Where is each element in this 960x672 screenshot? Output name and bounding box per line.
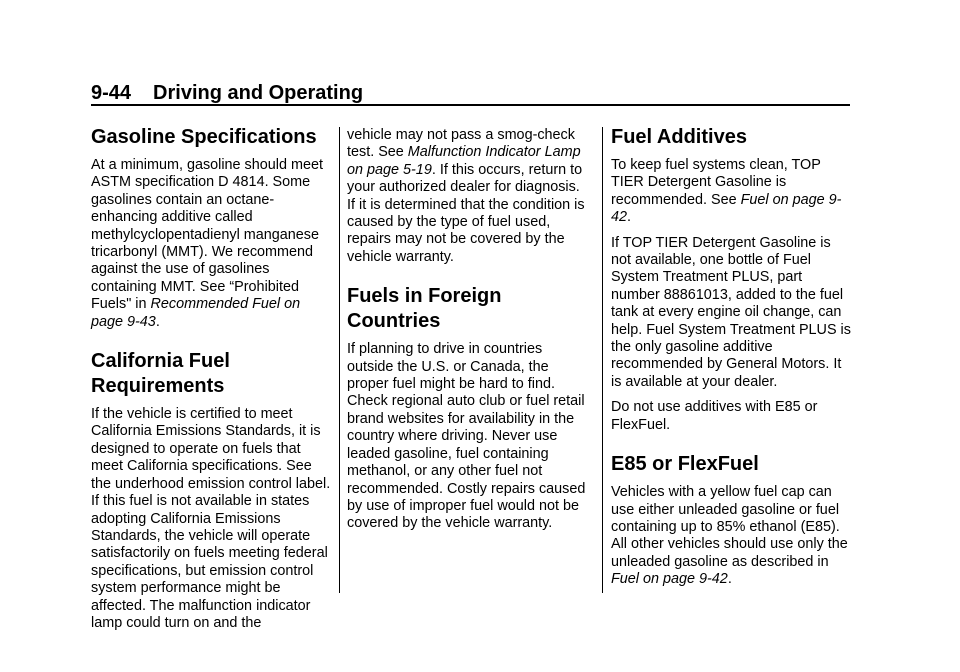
page-number: 9-44 [91,82,132,104]
heading-fuels-foreign-countries: Fuels in Foreign Countries [347,285,502,333]
link-fuel-page[interactable]: Fuel on page 9-42 [611,191,842,226]
paragraph-no-additives: Do not use additives with E85 or FlexFuel. [611,399,818,433]
link-recommended-fuel[interactable]: Recommended Fuel on page 9-43 [91,296,301,330]
column-3 [611,125,852,589]
heading-e85-flexfuel: E85 or FlexFuel [611,453,759,476]
header-rule [91,104,850,106]
heading-california-fuel: California Fuel Requirements [91,350,230,398]
paragraph-e85: Vehicles with a yellow fuel cap can use either unleaded gasoline or fuel containing up to 85% ethanol (E85). All other vehicles should use only the unleaded gasoline as described in Fuel on page 9-42. [611,484,848,588]
paragraph-gasoline-specifications: At a minimum, gasoline should meet ASTM specification D 4814. Some gasolines contain an octane-enhancing additive called methylcyclopentadienyl manganese tricarbonyl (MMT). We recommend against the use of gasolines containing MMT. See “Prohibited Fuels" in Recommended Fuel on page 9-43. [91,157,323,330]
column-1 [91,125,332,632]
heading-gasoline-specifications: Gasoline Specifications [91,126,317,148]
column-2 [347,127,588,533]
paragraph-fuel-system-treatment: If TOP TIER Detergent Gasoline is not available, one bottle of Fuel System Treatment PLUS, part number 88861013, added to the fuel tank at every engine oil change, can help. Fuel System Treatment PLUS is the only gasoline additive recommended by General Motors. It is available at your dealer. [611,234,851,390]
column-divider-1 [339,127,340,593]
page-header [91,82,850,104]
link-fuel-page-e85[interactable]: Fuel on page 9-42 [611,571,728,588]
section-title: Driving and Operating [153,82,364,104]
link-malfunction-indicator-lamp[interactable]: Malfunction Indicator Lamp on page 5-19 [347,144,581,178]
column-divider-2 [602,127,603,593]
paragraph-top-tier: To keep fuel systems clean, TOP TIER Detergent Gasoline is recommended. See Fuel on page 9-42. [611,157,842,226]
paragraph-foreign-countries: If planning to drive in countries outside the U.S. or Canada, the proper fuel might be hard to find. Check regional auto club or fuel retail brand websites for availability in the country where driving. Never use leaded gasoline, fuel containing methanol, or any other fuel not recommended. Costly repairs caused by use of improper fuel would not be covered by the vehicle warranty. [347,341,586,532]
paragraph-california-fuel: If the vehicle is certified to meet California Emissions Standards, it is designed to operate on fuels that meet California specifications. See the underhood emission control label. If this fuel is not available in states adopting California Emissions Standards, the vehicle will operate satisfactorily on fuels meeting federal specifications, but emission control system performance might be affected. The malfunction indicator lamp could turn on and the [91,406,331,631]
paragraph-smog-check: vehicle may not pass a smog-check test. See Malfunction Indicator Lamp on page 5-19. If this occurs, return to your authorized dealer for diagnosis. If it is determined that the condition is caused by the type of fuel used, repairs may not be covered by the vehicle warranty. [347,127,585,265]
heading-fuel-additives: Fuel Additives [611,126,747,148]
